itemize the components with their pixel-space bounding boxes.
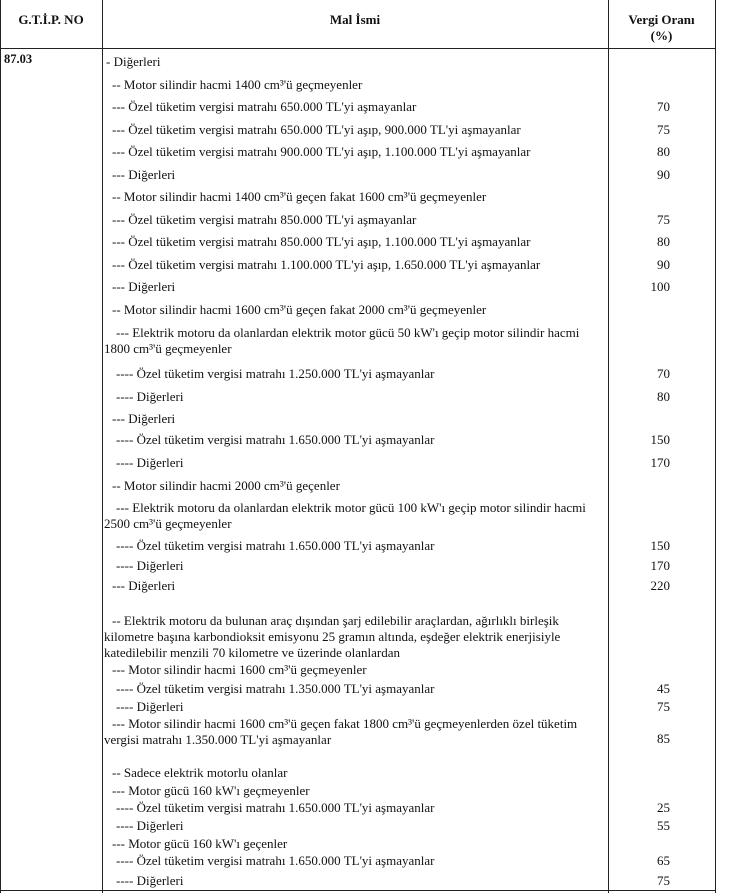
row-rate: 170: [650, 558, 670, 573]
header-vergi-orani: Vergi Oranı: [628, 12, 695, 27]
row-rate: 75: [657, 122, 670, 137]
row-text: --- Elektrik motoru da olanlardan elektrik motor gücü 50 kW'ı geçip motor silindir hacmi 1800 cm³'ü geçmeyenler: [104, 325, 580, 356]
row-text: --- Özel tüketim vergisi matrahı 850.000 TL'yi aşıp, 1.100.000 TL'yi aşmayanlar: [112, 234, 531, 249]
row-text: -- Elektrik motoru da bulunan araç dışından şarj edilebilir araçlardan, ağırlıklı birleşik kilometre başına karbondioksit emisyonu 25 gramın altında, eşdeğer elektrik enerjisiyle katedilebilir menzili 70 kilometre ve üzerinde olanlardan: [104, 613, 561, 660]
row-text: --- Motor gücü 160 kW'ı geçenler: [112, 836, 288, 851]
row-text: ---- Diğerleri: [116, 389, 184, 404]
row-rate: 90: [657, 167, 670, 182]
row-text: ---- Özel tüketim vergisi matrahı 1.650.000 TL'yi aşmayanlar: [116, 853, 435, 868]
row-rate: 90: [657, 257, 670, 272]
row-rate: 55: [657, 818, 670, 833]
row-text: ---- Diğerleri: [116, 699, 184, 714]
bottom-border: [0, 890, 716, 891]
row-rate: 170: [650, 455, 670, 470]
row-text: ---- Diğerleri: [116, 455, 184, 470]
row-text: --- Motor silindir hacmi 1600 cm³'ü geçmeyenler: [112, 662, 367, 677]
row-text: --- Özel tüketim vergisi matrahı 650.000 TL'yi aşmayanlar: [112, 99, 417, 114]
row-text: ---- Diğerleri: [116, 873, 184, 888]
row-rate: 220: [650, 578, 670, 593]
row-text: --- Diğerleri: [112, 411, 176, 426]
row-text: -- Sadece elektrik motorlu olanlar: [112, 765, 288, 780]
row-text: --- Motor silindir hacmi 1600 cm³'ü geçen fakat 1800 cm³'ü geçmeyenlerden özel tüketim vergisi matrahı 1.350.000 TL'yi aşmayanlar: [104, 716, 578, 747]
row-text: --- Diğerleri: [112, 578, 176, 593]
row-text: --- Diğerleri: [112, 279, 176, 294]
row-rate: 70: [657, 366, 670, 381]
row-rate: 70: [657, 99, 670, 114]
row-rate: 75: [657, 873, 670, 888]
right-border: [715, 0, 716, 893]
row-text: --- Özel tüketim vergisi matrahı 900.000 TL'yi aşıp, 1.100.000 TL'yi aşmayanlar: [112, 144, 531, 159]
header-bottom-border: [0, 48, 716, 49]
row-text: ---- Özel tüketim vergisi matrahı 1.350.000 TL'yi aşmayanlar: [116, 681, 435, 696]
row-text: --- Özel tüketim vergisi matrahı 650.000 TL'yi aşıp, 900.000 TL'yi aşmayanlar: [112, 122, 521, 137]
row-rate: 45: [657, 681, 670, 696]
row-text: ---- Diğerleri: [116, 818, 184, 833]
row-text: ---- Diğerleri: [116, 558, 184, 573]
header-gtip: G.T.İ.P. NO: [18, 12, 84, 27]
gtip-code: 87.03: [4, 52, 33, 66]
row-text: --- Özel tüketim vergisi matrahı 850.000 TL'yi aşmayanlar: [112, 212, 417, 227]
row-rate: 100: [650, 279, 670, 294]
row-text: --- Elektrik motoru da olanlardan elektrik motor gücü 100 kW'ı geçip motor silindir hacmi 2500 cm³'ü geçmeyenler: [104, 500, 586, 531]
row-text: -- Motor silindir hacmi 2000 cm³'ü geçenler: [112, 478, 340, 493]
row-text: ---- Özel tüketim vergisi matrahı 1.650.000 TL'yi aşmayanlar: [116, 538, 435, 553]
row-text: ---- Özel tüketim vergisi matrahı 1.650.000 TL'yi aşmayanlar: [116, 432, 435, 447]
row-rate: 75: [657, 699, 670, 714]
header-mal-ismi: Mal İsmi: [329, 12, 381, 27]
left-border: [0, 0, 1, 893]
row-rate: 85: [657, 731, 670, 746]
row-rate: 75: [657, 212, 670, 227]
row-rate: 25: [657, 800, 670, 815]
row-text: --- Motor gücü 160 kW'ı geçmeyenler: [112, 783, 310, 798]
row-rate: 80: [657, 144, 670, 159]
col-divider-2: [608, 0, 609, 893]
row-text: -- Motor silindir hacmi 1400 cm³'ü geçmeyenler: [112, 77, 363, 92]
header-vergi-unit: (%): [650, 28, 673, 43]
row-rate: 150: [650, 432, 670, 447]
row-text: --- Diğerleri: [112, 167, 176, 182]
row-rate: 80: [657, 234, 670, 249]
row-text: -- Motor silindir hacmi 1400 cm³'ü geçen fakat 1600 cm³'ü geçmeyenler: [112, 189, 487, 204]
row-text: -- Motor silindir hacmi 1600 cm³'ü geçen fakat 2000 cm³'ü geçmeyenler: [112, 302, 487, 317]
row-text: --- Özel tüketim vergisi matrahı 1.100.000 TL'yi aşıp, 1.650.000 TL'yi aşmayanlar: [112, 257, 541, 272]
row-text: - Diğerleri: [106, 54, 161, 69]
row-text: ---- Özel tüketim vergisi matrahı 1.250.000 TL'yi aşmayanlar: [116, 366, 435, 381]
row-rate: 65: [657, 853, 670, 868]
row-rate: 80: [657, 389, 670, 404]
col-divider-1: [102, 0, 103, 893]
row-text: ---- Özel tüketim vergisi matrahı 1.650.000 TL'yi aşmayanlar: [116, 800, 435, 815]
row-rate: 150: [650, 538, 670, 553]
